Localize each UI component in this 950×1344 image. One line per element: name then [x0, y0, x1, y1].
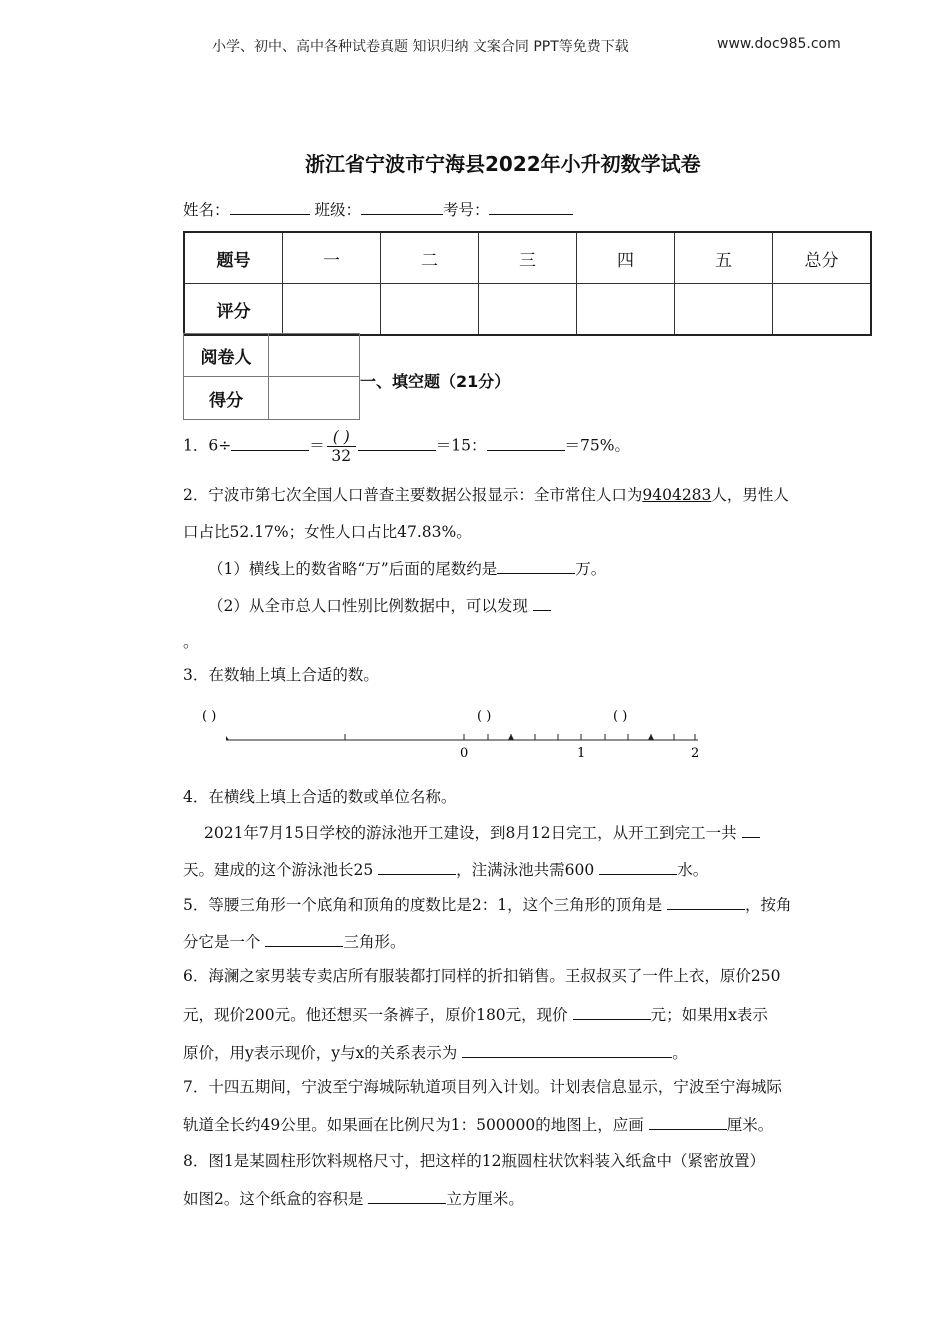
q2-sub1-unit: 万。 — [575, 560, 607, 578]
score-header-cell: 总分 — [773, 232, 872, 284]
number-line-paren-1[interactable]: ( ) — [202, 709, 217, 724]
page-title: 浙江省宁波市宁海县2022年小升初数学试卷 — [305, 152, 701, 176]
q1-blank-2[interactable] — [358, 435, 436, 451]
question-8-line-2 — [183, 1188, 524, 1209]
question-4-title: 4．在横线上填上合适的数或单位名称。 — [183, 788, 457, 806]
q4-text-2a: 天。建成的这个游泳池长25 — [183, 861, 374, 879]
reader-score-label: 得分 — [184, 377, 269, 420]
number-line-label-0: 0 — [460, 746, 469, 761]
q1-prefix: 1．6÷ — [183, 436, 232, 455]
score-cell[interactable] — [577, 284, 675, 336]
section-title: 一、填空题（21分） — [360, 372, 511, 391]
name-label: 姓名： — [183, 201, 230, 219]
number-line-marker — [508, 734, 514, 740]
question-7-line-2 — [183, 1114, 773, 1135]
exam-no-label: 考号： — [442, 201, 490, 219]
q8-blank[interactable] — [368, 1188, 446, 1204]
question-2-line-1 — [183, 485, 789, 505]
question-3: 3．在数轴上填上合适的数。 — [183, 666, 379, 684]
question-1 — [183, 428, 630, 465]
q1-denominator: 32 — [331, 447, 352, 465]
score-cell[interactable] — [381, 284, 479, 336]
q5-text-1b: ，按角 — [745, 896, 792, 914]
q2-sub1-blank[interactable] — [497, 558, 575, 574]
q4-blank-1[interactable] — [742, 822, 760, 838]
q6-text-2b: 元；如果用x表示 — [650, 1006, 768, 1024]
score-cell[interactable] — [773, 284, 872, 336]
number-line-paren-2[interactable]: ( ) — [477, 709, 492, 724]
q1-blank-1[interactable] — [231, 435, 309, 451]
q4-text-2b: ，注满泳池共需600 — [456, 861, 595, 879]
number-line-label-1: 1 — [577, 746, 586, 761]
score-header-cell: 一 — [283, 232, 381, 284]
q6-blank-2[interactable] — [462, 1042, 672, 1058]
q7-text-2b: 厘米。 — [726, 1116, 774, 1134]
number-line-arrow-mark — [226, 736, 229, 740]
q2-sub1-text: （1）横线上的数省略“万”后面的尾数约是 — [208, 560, 498, 578]
question-7-line-1: 7．十四五期间，宁波至宁海城际轨道项目列入计划。计划表信息显示，宁波至宁海城际 — [183, 1078, 782, 1096]
score-table — [183, 231, 872, 336]
score-header-cell: 题号 — [184, 232, 283, 284]
score-table-score-row — [184, 284, 871, 336]
q7-text-2a: 轨道全长约49公里。如果画在比例尺为1：500000的地图上，应画 — [183, 1116, 644, 1134]
question-2-line-2: 口占比52.17%；女性人口占比47.83%。 — [183, 523, 472, 541]
score-header-cell: 四 — [577, 232, 675, 284]
q2-sub2-blank[interactable] — [533, 595, 551, 611]
q1-eq1: ＝ — [309, 436, 325, 455]
question-5-line-2 — [183, 931, 405, 952]
number-line — [200, 703, 703, 763]
q6-blank-1[interactable] — [573, 1004, 651, 1020]
q1-numerator[interactable]: ( ) — [327, 428, 356, 447]
header-left: 小学、初中、高中各种试卷真题 知识归纳 文案合同 PPT等免费下载 — [212, 39, 629, 55]
q4-text-2c: 水。 — [677, 861, 709, 879]
question-5-line-1 — [183, 894, 792, 915]
score-cell[interactable] — [675, 284, 773, 336]
question-4-line-2 — [183, 859, 708, 880]
q1-fraction — [327, 428, 356, 465]
score-header-cell: 二 — [381, 232, 479, 284]
question-8-line-1: 8．图1是某圆柱形饮料规格尺寸，把这样的12瓶圆柱状饮料装入纸盒中（紧密放置） — [183, 1152, 765, 1170]
q8-text-2a: 如图2。这个纸盒的容积是 — [183, 1190, 364, 1208]
q5-text-2b: 三角形。 — [343, 933, 406, 951]
question-6-line-2 — [183, 1004, 768, 1025]
student-info-line — [183, 199, 573, 220]
q6-text-3a: 原价，用y表示现价，y与x的关系表示为 — [183, 1044, 458, 1062]
score-cell[interactable] — [283, 284, 381, 336]
score-table-header-row — [184, 232, 871, 284]
score-header-cell: 五 — [675, 232, 773, 284]
q1-eq3: ＝75%。 — [564, 436, 630, 455]
q5-text-1a: 5．等腰三角形一个底角和顶角的度数比是2：1，这个三角形的顶角是 — [183, 896, 663, 914]
q6-text-2a: 元，现价200元。他还想买一条裤子，原价180元，现价 — [183, 1006, 568, 1024]
q2-text-b: 人，男性人 — [711, 486, 789, 504]
reader-box — [183, 333, 360, 420]
q8-text-2b: 立方厘米。 — [446, 1190, 524, 1208]
question-6-line-1: 6．海澜之家男装专卖店所有服装都打同样的折扣销售。王叔叔买了一件上衣，原价250 — [183, 967, 781, 985]
question-2-sub-2 — [208, 595, 551, 616]
q2-text-a: 2．宁波市第七次全国人口普查主要数据公报显示：全市常住人口为 — [183, 486, 643, 504]
q5-blank-1[interactable] — [667, 894, 745, 910]
reader-cell[interactable] — [269, 334, 360, 377]
reader-label: 阅卷人 — [184, 334, 269, 377]
q2-sub2-text: （2）从全市总人口性别比例数据中，可以发现 — [208, 597, 528, 615]
q4-blank-2[interactable] — [378, 859, 456, 875]
question-2-sub-1 — [208, 558, 606, 579]
number-line-label-2: 2 — [691, 746, 700, 761]
score-row-label: 评分 — [184, 284, 283, 336]
exam-no-field[interactable] — [489, 199, 573, 215]
q1-eq2: ＝15： — [435, 436, 487, 455]
q4-text-1: 2021年7月15日学校的游泳池开工建设，到8月12日完工，从开工到完工一共 — [204, 824, 737, 842]
score-cell[interactable] — [479, 284, 577, 336]
number-line-marker — [648, 734, 654, 740]
q4-blank-3[interactable] — [599, 859, 677, 875]
class-field[interactable] — [361, 199, 443, 215]
q7-blank[interactable] — [649, 1114, 727, 1130]
question-2-end: 。 — [183, 633, 199, 651]
q1-blank-3[interactable] — [487, 435, 565, 451]
question-6-line-3 — [183, 1042, 688, 1063]
q5-text-2a: 分它是一个 — [183, 933, 261, 951]
score-header-cell: 三 — [479, 232, 577, 284]
q2-population-number: 9404283 — [642, 486, 712, 504]
class-label: 班级： — [314, 201, 361, 219]
q5-blank-2[interactable] — [265, 931, 343, 947]
reader-score-cell[interactable] — [269, 377, 360, 420]
header-url[interactable]: www.doc985.com — [717, 36, 841, 52]
question-4-line-1 — [204, 822, 760, 843]
name-field[interactable] — [230, 199, 310, 215]
number-line-paren-3[interactable]: ( ) — [613, 709, 628, 724]
q6-text-3b: 。 — [672, 1044, 688, 1062]
